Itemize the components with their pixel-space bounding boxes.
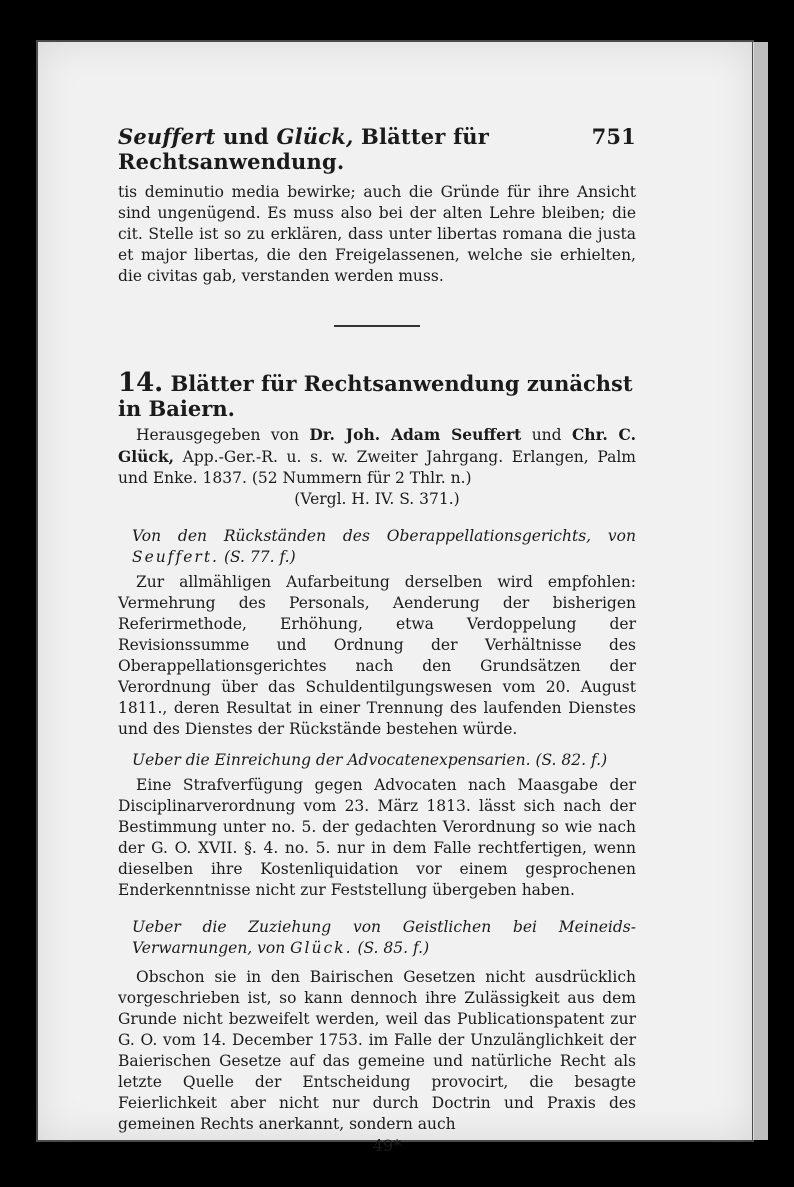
section-text: Eine Strafverfügung gegen Advocaten nach Maasgabe der Disciplinarverordnung vom 23. März 1813. lässt sich nach der Bestimmung unter no. 5. der gedachten Verordnung so wie nach der G. O. XVII. §. 4. no. 5. nur in dem Falle rechtfertigen, wenn dieselben ihre Kostenliquidation vor einem gesprochenen Enderkenntnisse nicht zur Feststellung übergeben haben. xyxy=(118,776,636,899)
cross-reference: (Vergl. H. IV. S. 371.) xyxy=(294,490,460,508)
book-page xyxy=(36,40,754,1155)
section-heading: Ueber die Zuziehung von Geistlichen bei Meineids-Verwarnungen, von Glück. (S. 85. f.) xyxy=(132,918,636,957)
running-head-und: und xyxy=(223,124,269,149)
page-content xyxy=(118,124,636,1155)
intro-paragraph: tis deminutio media bewirke; auch die Gründe für ihre Ansicht sind ungenügend. Es muss also bei der alten Lehre bleiben; die cit. Stelle ist so zu erklären, dass unter libertas romana die justa et major libertas, die den Freigelassenen, welche sie erhielten, die civitas gab, verstanden werden muss. xyxy=(118,183,636,285)
article-heading xyxy=(118,368,636,421)
section-heading: Ueber die Einreichung der Advocatenexpensarien. (S. 82. f.) xyxy=(132,751,608,769)
page-number: 751 xyxy=(591,124,636,149)
author-glueck: Glück, xyxy=(276,124,354,149)
article-title: Blätter für Rechtsanwendung zunächst in Baiern. xyxy=(118,371,633,421)
journal-name: Blätter für Rechtsanwendung. xyxy=(118,124,490,174)
section-text: Obschon sie in den Bairischen Gesetzen nicht ausdrücklich vorgeschrieben ist, so kann dennoch ihre Zulässigkeit aus dem Grunde nicht bezweifelt werden, weil das Publicationspatent zur G. O. vom 14. December 1753. im Falle der Unzulänglichkeit der Baierischen Gesetze auf das gemeine und natürliche Recht als letzte Quelle der Entscheidung provocirt, die besagte Feierlichkeit aber nicht nur durch Doctrin und Praxis des gemeinen Rechts anerkannt, sondern auch xyxy=(118,968,636,1133)
section-heading: Von den Rückständen des Oberappellationsgerichts, von Seuffert. (S. 77. f.) xyxy=(132,527,636,566)
author-seuffert: Seuffert xyxy=(118,124,216,149)
section-divider xyxy=(334,325,420,327)
running-head-title xyxy=(118,124,592,174)
section-text: Zur allmähligen Aufarbeitung derselben wird empfohlen: Vermehrung des Personals, Aenderung der bisherigen Referirmethode, Erhöhung, etwa Verdoppelung der Revisionssumme und Ordnung der Verhältnisse des Oberappellationsgerichtes nach den Grundsätzen der Verordnung über das Schuldentilgungswesen vom 20. August 1811., deren Resultat in einer Trennung des laufenden Dienstes und des Dienstes der Rückstände bestehen würde. xyxy=(118,573,636,738)
bibliographic-entry: Herausgegeben von Dr. Joh. Adam Seuffert und Chr. C. Glück, App.-Ger.-R. u. s. w. Zweiter Jahrgang. Erlangen, Palm und Enke. 1837. (52 Nummern für 2 Thlr. n.) xyxy=(118,425,637,487)
running-head xyxy=(118,124,636,174)
article-number: 14. xyxy=(118,368,164,398)
editor-seuffert: Dr. Joh. Adam Seuffert xyxy=(309,425,522,444)
signature-mark: 49* xyxy=(372,1136,402,1155)
editor-glueck: Chr. C. Glück, xyxy=(118,425,637,466)
